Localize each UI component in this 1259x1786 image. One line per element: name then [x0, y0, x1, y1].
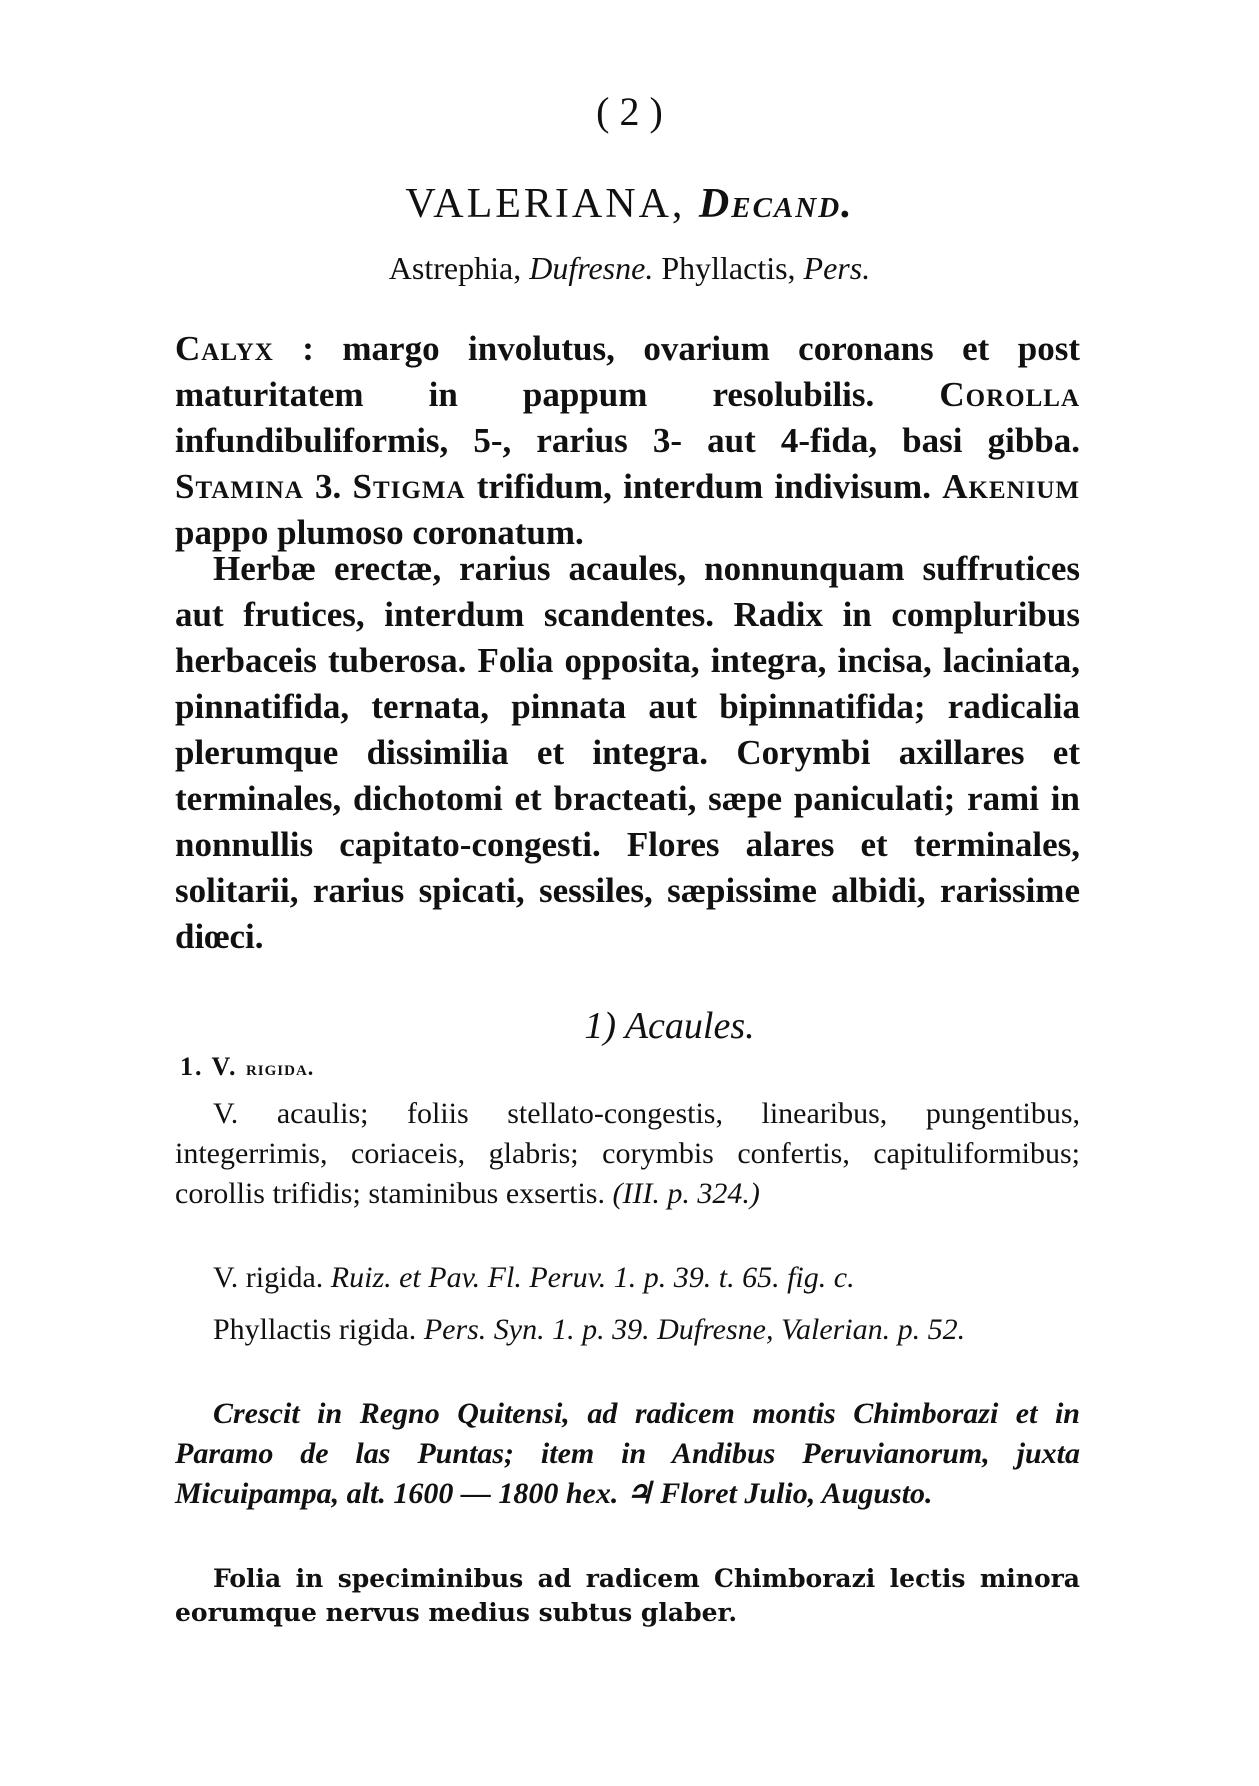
diagnosis-text: V. acaulis; foliis stellato-congestis, linearibus, pungentibus, integerrimis, coriaceis, glabris; corymbis confertis, capituliformibus; corollis trifidis; staminibus exsertis. [175, 1097, 1080, 1210]
calyx-label: Calyx [175, 329, 274, 368]
synonym-1-authority: Dufresne. [529, 250, 654, 286]
species-diagnosis [175, 1094, 1080, 1214]
page-number: ( 2 ) [596, 89, 663, 134]
section-title: Acaules. [624, 1005, 755, 1047]
akenium-label: Akenium [942, 467, 1081, 506]
genus-synonyms [0, 250, 1259, 287]
note-paragraph: Folia in speciminibus ad radicem Chimborazi lectis minora eorumque nervus medius subtus glaber. [175, 1564, 1080, 1627]
corolla-label: Corolla [939, 375, 1081, 414]
stamina-label: Stamina [175, 467, 304, 506]
reference-2-citation: Pers. Syn. 1. p. 39. Dufresne, Valerian. p. 52. [423, 1313, 966, 1346]
plate-reference: (III. p. 324.) [612, 1177, 760, 1210]
stigma-label: Stigma [352, 467, 466, 506]
generic-description [175, 326, 1080, 556]
reference-1 [175, 1258, 1080, 1298]
genus-name: VALERIANA, [405, 181, 686, 227]
stigma-text: trifidum, interdum indivisum. [476, 467, 931, 506]
corolla-text: infundibuliformis, 5-, rarius 3- aut 4-fida, basi gibba. [175, 421, 1080, 460]
habit-paragraph: Herbæ erectæ, rarius acaules, nonnunquam suffrutices aut frutices, interdum scandentes. Radix in compluribus herbaceis tuberosa. Folia opposita, integra, incisa, laciniata, pinnatifida, ternata, pinnata aut bipinnatifida; radicalia plerumque dissimilia et integra. Corymbi axillares et terminales, dichotomi et bracteati, sæpe paniculati; rami in nonnullis capitato-congesti. Flores alares et terminales, solitarii, rarius spicati, sessiles, sæpissime albidi, rarissime diœci. [175, 549, 1080, 956]
species-heading [180, 1052, 314, 1082]
reference-2-name: Phyllactis rigida. [213, 1313, 417, 1346]
habitat-paragraph: Crescit in Regno Quitensi, ad radicem montis Chimborazi et in Paramo de las Puntas; item in Andibus Peruvianorum, juxta Micuipampa, alt. 1600 — 1800 hex. ♃ Floret Julio, Augusto. [175, 1397, 1080, 1510]
section-number: 1) [584, 1005, 617, 1047]
synonym-2: Phyllactis, [661, 250, 796, 286]
stamina-text: 3. [315, 467, 342, 506]
genus-title [0, 180, 1259, 228]
species-genus: V. [211, 1052, 238, 1081]
reference-1-name: V. rigida. [213, 1261, 324, 1294]
reference-1-citation: Ruiz. et Pav. Fl. Peruv. 1. p. 39. t. 65. fig. c. [330, 1261, 855, 1294]
section-heading [0, 1004, 1259, 1048]
genus-authority: Decand. [698, 181, 854, 227]
calyx-text: : margo involutus, ovarium coronans et post maturitatem in pappum resolubilis. [175, 329, 1081, 414]
species-epithet: rigida. [245, 1055, 315, 1080]
species-number: 1. [180, 1052, 204, 1081]
synonym-1: Astrephia, [388, 250, 522, 286]
synonym-2-authority: Pers. [803, 250, 871, 286]
akenium-text: pappo plumoso coronatum. [175, 513, 584, 552]
reference-2 [175, 1310, 1080, 1350]
